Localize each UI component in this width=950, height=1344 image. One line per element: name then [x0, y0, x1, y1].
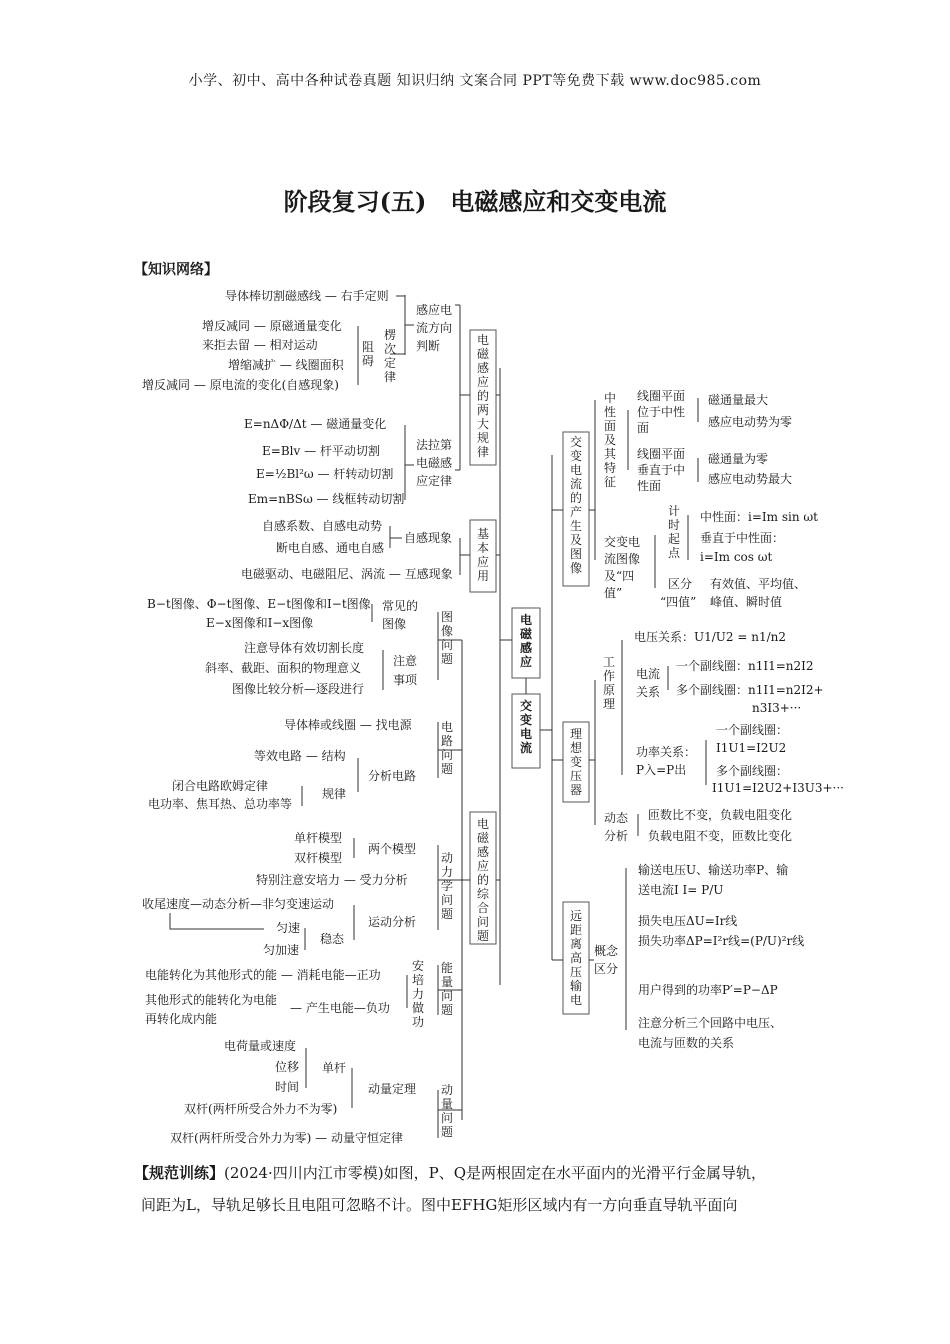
current-1: 电流	[636, 667, 661, 681]
graph-4: 值”	[604, 586, 623, 600]
node-ac-gen-text: 交变电流的产生及图像	[569, 435, 583, 575]
power-in-out: P入=P出	[636, 763, 687, 777]
at-item-1: 磁通量最大	[708, 393, 769, 407]
momentum-theorem: 动量定理	[368, 1082, 417, 1096]
double-rod-1: 双杆(两杆所受合外力不为零)	[184, 1102, 338, 1116]
dyn-1: 动态	[604, 811, 629, 825]
dynamics-header: 动力学问题	[440, 851, 454, 921]
model-1: 单杆模型	[294, 831, 343, 845]
faraday-header-2: 电磁感	[416, 456, 453, 470]
right-hand-rule: 导体棒切割磁感线 — 右手定则	[225, 289, 389, 303]
node-basic-app-text: 基本应用	[476, 527, 490, 583]
pw-2: I1U1=I2U2	[716, 741, 787, 755]
graph-2: 流图像	[604, 552, 641, 566]
law-item-1: 闭合电路欧姆定律	[172, 779, 269, 793]
graph-3: 及“四	[604, 569, 635, 583]
dynamic-arrow	[170, 913, 264, 929]
common-img-item-1: B−t图像、Φ−t图像、E−t图像和I−t图像	[147, 597, 371, 611]
trans-item-3: 损失电压ΔU=Ir线	[638, 914, 738, 928]
energy-neg-1: 其他形式的能转化为电能	[145, 993, 278, 1007]
concept-1: 概念	[594, 944, 619, 958]
diff-2: “四值”	[660, 595, 697, 609]
cur-2: 多个副线圈：n1I1=n2I2+	[676, 683, 824, 697]
mutual-ind: 电磁驱动、电磁阻尼、涡流 — 互感现象	[241, 567, 453, 581]
law-item-2: 电功率、焦耳热、总功率等	[148, 797, 293, 811]
note-2: 事项	[393, 673, 418, 687]
trans-item-4: 损失功率ΔP=I²r线=(P/U)²r线	[638, 934, 805, 948]
timing-2: 垂直于中性面：	[700, 531, 785, 545]
exercise-line-1	[134, 1158, 824, 1188]
trans-item-1: 输送电压U、输送功率P、输	[638, 863, 789, 877]
lenz-header-2: 流方向	[416, 321, 453, 335]
node-transmission-text: 远距离高压输电	[569, 909, 583, 1007]
self-ind-label: 自感现象	[404, 531, 453, 545]
page-title: 阶段复习(五) 电磁感应和交变电流	[283, 187, 667, 216]
graph-1: 交变电	[604, 535, 641, 549]
dyn-2: 分析	[604, 829, 629, 843]
perp-item-1: 磁通量为零	[708, 452, 769, 466]
steady-label: 稳态	[320, 932, 345, 946]
concept-2: 区分	[594, 962, 619, 976]
lenz-header-3: 判断	[416, 339, 441, 353]
steady-item-1: 匀速	[276, 921, 301, 935]
center-em-text: 电磁感应	[519, 613, 533, 669]
trans-item-6: 注意分析三个回路中电压、	[638, 1016, 783, 1030]
timing-label: 计时起点	[667, 504, 681, 560]
steady-item-2: 匀加速	[263, 943, 300, 957]
two-models: 两个模型	[368, 842, 417, 856]
self-ind-item-1: 自感系数、自感电动势	[262, 519, 383, 533]
timing-3: i=Im cos ωt	[700, 550, 773, 564]
node-two-laws-text: 电磁感应的两大规律	[476, 333, 490, 459]
common-img-item-2: E−x图像和I−x图像	[206, 616, 314, 630]
at-neutral-1: 线圈平面	[637, 389, 686, 403]
circuit-analysis: 分析电路	[368, 769, 417, 783]
perp-1: 线圈平面	[637, 447, 686, 461]
section-label: 【知识网络】	[134, 262, 218, 278]
note-1: 注意	[393, 654, 418, 668]
lenz-item-1: 增反减同 — 原磁通量变化	[202, 319, 342, 333]
faraday-header-1: 法拉第	[416, 438, 453, 452]
energy-neg-tag: — 产生电能—负功	[290, 1001, 390, 1015]
note-item-3: 图像比较分析—逐段进行	[232, 682, 365, 696]
self-ind-item-2: 断电自感、通电自感	[276, 541, 385, 555]
lenz-item-4: 增反减同 — 原电流的变化(自感现象)	[142, 378, 339, 392]
circuit-source: 导体棒或线圈 — 找电源	[284, 718, 412, 732]
force-analysis: 特别注意安培力 — 受力分析	[256, 873, 408, 887]
power-rel: 功率关系：	[636, 745, 697, 759]
energy-header: 能量问题	[440, 961, 454, 1017]
dyn-item-1: 匝数比不变，负载电阻变化	[648, 808, 793, 822]
dynamic-analysis: 收尾速度—动态分析—非匀变速运动	[142, 897, 335, 911]
voltage-rel: 电压关系：U1/U2 = n1/n2	[634, 630, 786, 644]
obstruct-text: 阻碍	[361, 340, 375, 368]
single-item-2: 位移	[275, 1060, 300, 1074]
common-img-1: 常见的	[382, 599, 419, 613]
pw-1: 一个副线圈：	[716, 723, 789, 737]
diff-1: 区分	[668, 577, 693, 591]
node-comprehensive-text: 电磁感应的综合问题	[476, 817, 490, 943]
energy-neg-2: 再转化成内能	[145, 1012, 218, 1026]
double-rod-2: 双杆(两杆所受合外力为零) — 动量守恒定律	[170, 1131, 403, 1145]
exercise-label: 【规范训练】	[134, 1164, 225, 1182]
timing-1: 中性面：i=Im sin ωt	[700, 510, 818, 524]
ampere-work: 安培力做功	[411, 959, 425, 1029]
faraday-item-1: E=nΔΦ/Δt — 磁通量变化	[244, 417, 387, 431]
trans-item-7: 电流与匝数的关系	[638, 1036, 735, 1050]
note-item-1: 注意导体有效切割长度	[244, 641, 365, 655]
at-item-2: 感应电动势为零	[708, 415, 793, 429]
exercise-text-1: (2024·四川内江市零模)如图，P、Q是两根固定在水平面内的光滑平行金属导轨，	[224, 1164, 767, 1182]
common-img-2: 图像	[382, 617, 407, 631]
note-item-2: 斜率、截距、面积的物理意义	[205, 661, 362, 675]
dyn-item-2: 负载电阻不变，匝数比变化	[648, 829, 793, 843]
lenz-item-2: 来拒去留 — 相对运动	[202, 338, 318, 352]
model-2: 双杆模型	[294, 851, 343, 865]
perp-2: 垂直于中	[637, 463, 686, 477]
neutral-label: 中性面及其特征	[603, 391, 617, 489]
motion-analysis: 运动分析	[368, 915, 417, 929]
circuit-header: 电路问题	[440, 720, 454, 776]
faraday-item-3: E=½Bl²ω — 杆转动切割	[256, 467, 394, 481]
faraday-item-2: E=Blv — 杆平动切割	[262, 444, 380, 458]
single-rod: 单杆	[322, 1061, 347, 1075]
cur-1: 一个副线圈：n1I1=n2I2	[676, 659, 814, 673]
center-ac-text: 交变电流	[519, 699, 533, 755]
image-header: 图像问题	[440, 610, 454, 666]
perp-item-2: 感应电动势最大	[708, 472, 793, 486]
cur-3: n3I3+···	[752, 701, 802, 715]
at-neutral-2: 位于中性	[637, 405, 686, 419]
lenz-law-text: 楞次定律	[383, 328, 397, 384]
perp-3: 性面	[637, 479, 662, 493]
circuit-equiv: 等效电路 — 结构	[254, 749, 346, 763]
pw-3: 多个副线圈：	[716, 764, 789, 778]
at-neutral-3: 面	[637, 421, 650, 435]
pw-4: I1U1=I2U2+I3U3+···	[712, 781, 844, 795]
trans-item-2: 送电流I I= P/U	[638, 883, 724, 897]
lenz-item-3: 增缩减扩 — 线圈面积	[228, 358, 344, 372]
faraday-item-4: Em=nBSω — 线框转动切割	[248, 492, 405, 506]
single-item-3: 时间	[275, 1080, 300, 1094]
momentum-header: 动量问题	[440, 1083, 454, 1139]
page-header: 小学、初中、高中各种试卷真题 知识归纳 文案合同 PPT等免费下载 www.doc985.com	[188, 73, 762, 89]
faraday-header-3: 应定律	[416, 474, 453, 488]
current-2: 关系	[636, 685, 661, 699]
exercise-line-2: 间距为L，导轨足够长且电阻可忽略不计。图中EFHG矩形区域内有一方向垂直导轨平面向	[141, 1196, 738, 1214]
lenz-header-1: 感应电	[416, 303, 453, 317]
circuit-law: 规律	[322, 787, 347, 801]
single-item-1: 电荷量或速度	[224, 1039, 297, 1053]
node-transformer-text: 理想变压器	[569, 727, 583, 797]
principle-label: 工作原理	[602, 655, 616, 711]
trans-item-5: 用户得到的功率P′=P−ΔP	[638, 983, 778, 997]
energy-pos: 电能转化为其他形式的能 — 消耗电能—正功	[145, 968, 381, 982]
diff-item-2: 峰值、瞬时值	[710, 595, 783, 609]
diff-item-1: 有效值、平均值、	[710, 577, 807, 591]
